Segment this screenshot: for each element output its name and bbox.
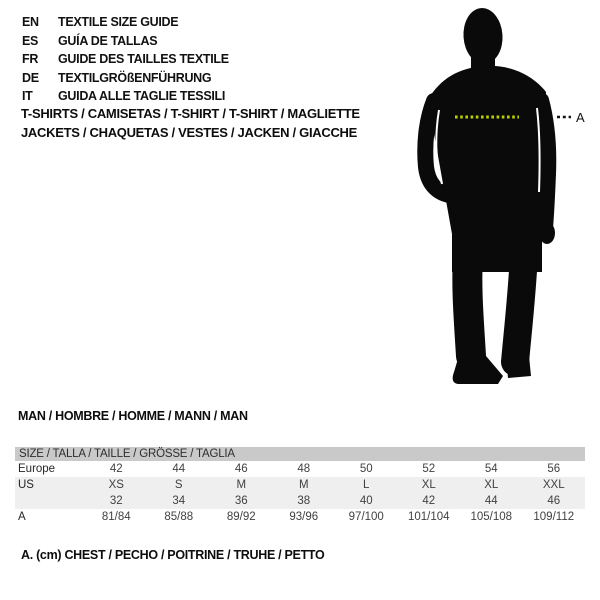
table-row-alt-sizes <box>15 493 585 509</box>
language-label: GUIDA ALLE TAGLIE TESSILI <box>58 89 226 104</box>
size-cell: 50 <box>359 463 373 475</box>
size-cell: XL <box>398 477 461 493</box>
language-row-fr <box>22 50 229 69</box>
silhouette-torso <box>428 66 546 234</box>
table-row-chest-a <box>15 509 585 525</box>
size-cell: 46 <box>523 493 586 509</box>
language-code: IT <box>22 89 33 104</box>
size-cell: M <box>273 477 336 493</box>
language-label: GUÍA DE TALLAS <box>58 33 158 48</box>
silhouette-left-foot <box>453 352 503 384</box>
table-row-europe <box>15 461 585 477</box>
row-label: A <box>18 511 26 523</box>
size-cell: XXL <box>523 477 586 493</box>
category-line-tshirts: T-SHIRTS / CAMISETAS / T-SHIRT / T-SHIRT / MAGLIETTE <box>21 106 360 121</box>
size-cell: 101/104 <box>407 511 450 523</box>
measurement-note: A. (cm) CHEST / PECHO / POITRINE / TRUHE / PETTO <box>21 548 325 562</box>
size-cell: 54 <box>484 463 498 475</box>
language-row-it <box>22 87 229 106</box>
language-row-de <box>22 69 229 88</box>
size-cell: 81/84 <box>101 511 131 523</box>
size-cell: 32 <box>85 493 148 509</box>
size-cell: 40 <box>335 493 398 509</box>
language-label: GUIDE DES TAILLES TEXTILE <box>58 52 229 67</box>
row-label: US <box>15 477 85 493</box>
size-cell: M <box>210 477 273 493</box>
size-cell: 38 <box>273 493 336 509</box>
man-silhouette-figure <box>398 4 600 388</box>
silhouette-right-arm <box>542 100 549 228</box>
silhouette-right-foot <box>506 356 531 378</box>
size-cell: 93/96 <box>289 511 319 523</box>
silhouette-right-hand <box>539 222 555 244</box>
size-cell: 105/108 <box>470 511 513 523</box>
size-cell: 44 <box>172 463 186 475</box>
size-cell: 52 <box>422 463 436 475</box>
size-cell: 42 <box>109 463 123 475</box>
size-cell: 85/88 <box>164 511 194 523</box>
size-cell: 48 <box>297 463 311 475</box>
size-cell: S <box>148 477 211 493</box>
language-label: TEXTILGRÖßENFÜHRUNG <box>58 70 212 85</box>
size-table-header-row <box>15 447 585 461</box>
language-code: DE <box>22 70 39 85</box>
size-table <box>15 447 585 525</box>
row-label <box>15 493 85 509</box>
size-cell: 109/112 <box>533 511 575 523</box>
language-code: FR <box>22 52 39 67</box>
man-silhouette-svg <box>398 4 600 388</box>
size-cell: 44 <box>460 493 523 509</box>
silhouette-left-leg <box>467 254 471 356</box>
language-code: EN <box>22 15 39 29</box>
size-cell: 97/100 <box>348 511 384 523</box>
language-code: ES <box>22 33 39 48</box>
size-cell: 56 <box>547 463 561 475</box>
category-line-jackets: JACKETS / CHAQUETAS / VESTES / JACKEN / GIACCHE <box>21 124 357 140</box>
gender-heading: MAN / HOMBRE / HOMME / MANN / MAN <box>18 409 248 423</box>
silhouette-right-leg <box>515 254 524 362</box>
size-cell: XS <box>85 477 148 493</box>
size-cell: 46 <box>234 463 248 475</box>
measure-label-a: A <box>576 110 585 125</box>
size-cell: L <box>335 477 398 493</box>
product-categories <box>21 105 360 142</box>
size-cell: 42 <box>398 493 461 509</box>
table-row-us <box>15 477 585 493</box>
size-table-header: SIZE / TALLA / TAILLE / GRÖSSE / TAGLIA <box>15 447 585 461</box>
size-cell: XL <box>460 477 523 493</box>
language-row-en <box>22 13 229 32</box>
size-cell: 36 <box>210 493 273 509</box>
size-cell: 89/92 <box>226 511 256 523</box>
language-row-es <box>22 32 229 51</box>
language-list <box>22 13 229 106</box>
size-cell: 34 <box>148 493 211 509</box>
language-label: TEXTILE SIZE GUIDE <box>58 15 179 29</box>
row-label: Europe <box>18 463 56 475</box>
